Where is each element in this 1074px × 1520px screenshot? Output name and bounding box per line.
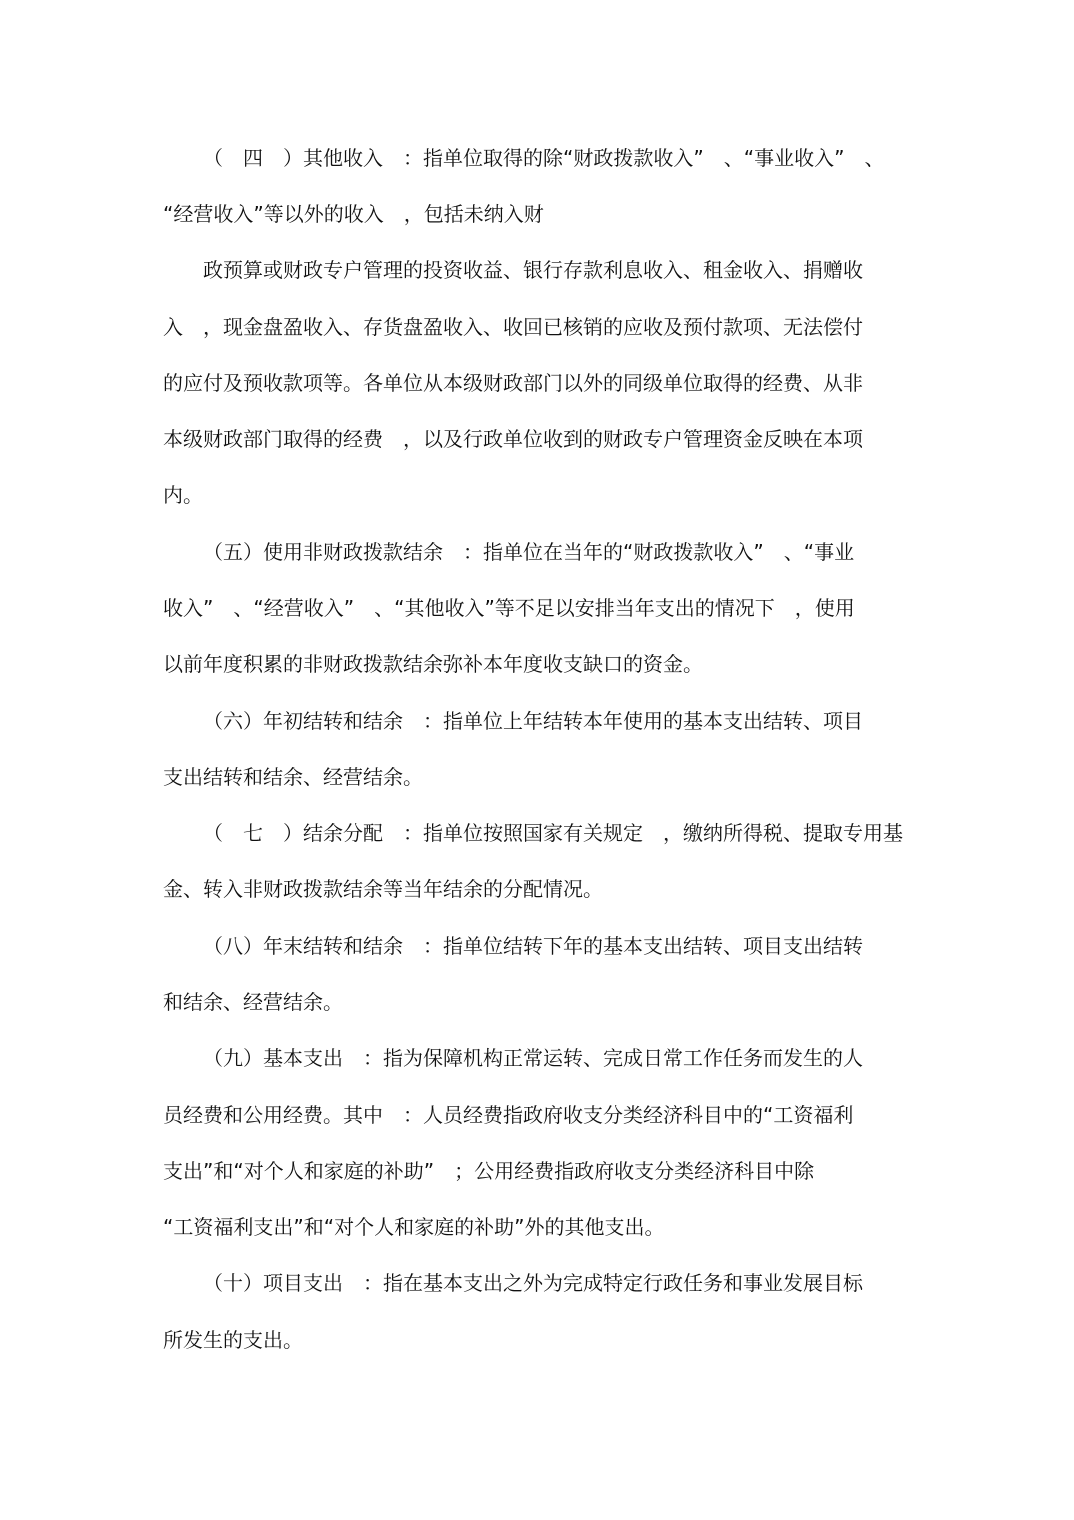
- text-line: 支出”和“对个人和家庭的补助” ；公用经费指政府收支分类经济科目中除: [163, 1159, 815, 1183]
- text-line: 收入” 、“经营收入” 、“其他收入”等不足以安排当年支出的情况下 ，使用: [163, 596, 855, 620]
- text-line: 的应付及预收款项等。各单位从本级财政部门以外的同级单位取得的经费、从非: [163, 371, 863, 395]
- text-line: 金、转入非财政拨款结余等当年结余的分配情况。: [163, 877, 603, 901]
- text-line: “经营收入”等以外的收入 ，包括未纳入财: [163, 202, 544, 226]
- text-line: 员经费和公用经费。其中 ：人员经费指政府收支分类经济科目中的“工资福利: [163, 1103, 854, 1127]
- text-line: 所发生的支出。: [163, 1328, 303, 1352]
- text-line: 本级财政部门取得的经费 ，以及行政单位收到的财政专户管理资金反映在本项: [163, 427, 863, 451]
- text-line: 以前年度积累的非财政拨款结余弥补本年度收支缺口的资金。: [163, 652, 703, 676]
- text-line: （八）年末结转和结余 ：指单位结转下年的基本支出结转、项目支出结转: [203, 934, 863, 958]
- text-line: 内。: [163, 483, 203, 507]
- text-line: 和结余、经营结余。: [163, 990, 343, 1014]
- text-line: 入 ，现金盘盈收入、存货盘盈收入、收回已核销的应收及预付款项、无法偿付: [163, 315, 863, 339]
- text-line: （六）年初结转和结余 ：指单位上年结转本年使用的基本支出结转、项目: [203, 709, 863, 733]
- text-line: “工资福利支出”和“对个人和家庭的补助”外的其他支出。: [163, 1215, 665, 1239]
- text-line: （ 七 ）结余分配 ：指单位按照国家有关规定 ，缴纳所得税、提取专用基: [203, 821, 903, 845]
- text-line: （五）使用非财政拨款结余 ：指单位在当年的“财政拨款收入” 、“事业: [203, 540, 855, 564]
- text-line: 支出结转和结余、经营结余。: [163, 765, 423, 789]
- text-line: 政预算或财政专户管理的投资收益、银行存款利息收入、租金收入、捐赠收: [203, 258, 863, 282]
- text-line: （十）项目支出 ：指在基本支出之外为完成特定行政任务和事业发展目标: [203, 1271, 863, 1295]
- text-line: （ 四 ）其他收入 ：指单位取得的除“财政拨款收入” 、“事业收入” 、: [203, 146, 885, 170]
- text-line: （九）基本支出 ：指为保障机构正常运转、完成日常工作任务而发生的人: [203, 1046, 863, 1070]
